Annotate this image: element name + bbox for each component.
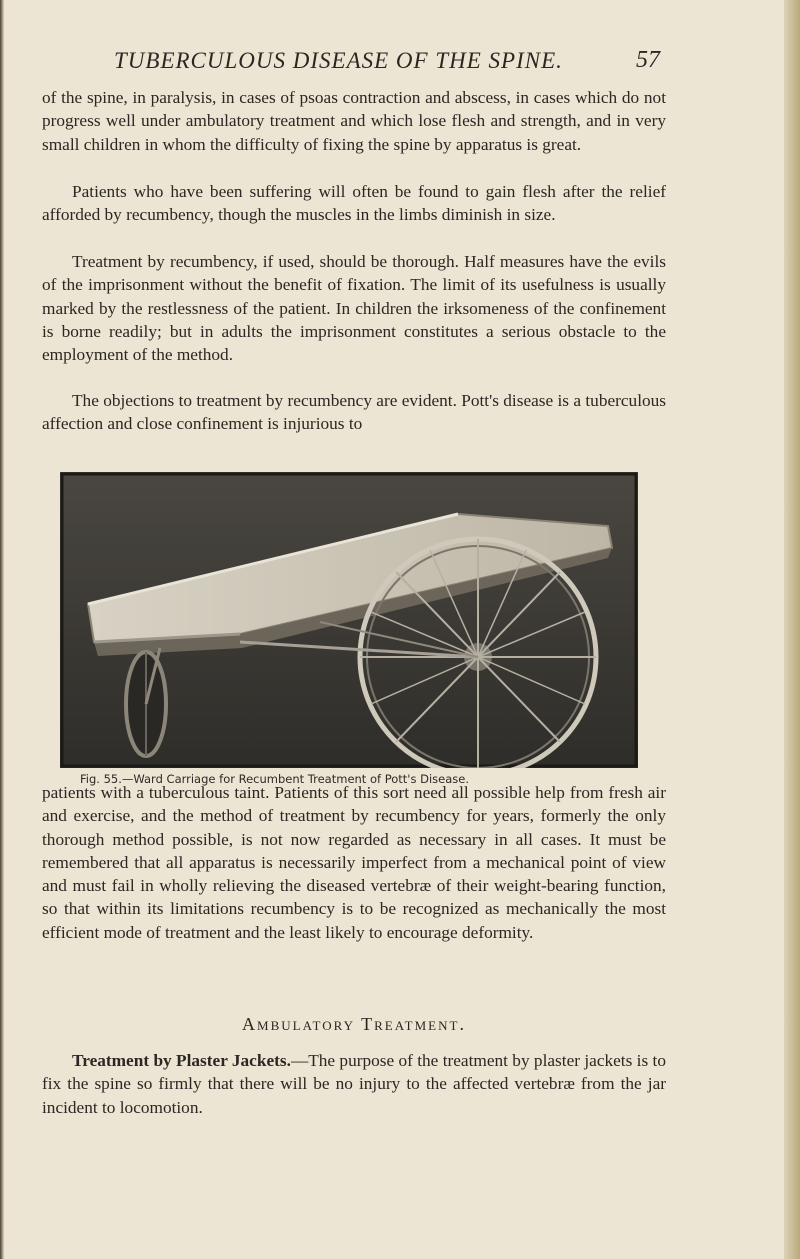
section-heading: Ambulatory Treatment. [242,1014,466,1034]
ward-carriage-illustration [60,472,638,768]
figure-caption: Fig. 55.—Ward Carriage for Recumbent Treatment of Pott's Disease. [80,772,469,786]
paragraph-plaster-jackets-text: —The purpose of the treatment by plaster jackets is to fix the spine so firmly that there will be no injury to the affected vertebræ from the jar incident to locomotion. [42,1051,666,1117]
paragraph-2: Patients who have been suffering will often be found to gain flesh after the relief afforded by recumbency, though the muscles in the limbs diminish in size. [42,182,666,225]
paragraph-3: Treatment by recumbency, if used, should be thorough. Half measures have the evils of the imprisonment without the benefit of fixation. The limit of its usefulness is usually marked by the restlessness of the patient. In children the irksomeness of the confinement is borne readily; but in adults the imprisonment constitutes a serious obstacle to the employment of the method. [42,252,666,365]
paragraph-1: of the spine, in paralysis, in cases of psoas contraction and abscess, in cases which do not progress well under ambulatory treatment and which lose flesh and strength, and in very small children in whom the difficulty of fixing the spine by apparatus is great. [42,88,666,154]
page-binding-edge [0,0,4,1259]
paragraph-4: The objections to treatment by recumbency are evident. Pott's disease is a tuberculous affection and close confinement is injurious to [42,391,666,434]
running-head: TUBERCULOUS DISEASE OF THE SPINE. [114,48,563,73]
paragraph-plaster-jackets [42,1049,666,1119]
page-number: 57 [636,47,660,73]
run-in-heading: Treatment by Plaster Jackets. [72,1051,291,1070]
paragraph-5: patients with a tuberculous taint. Patients of this sort need all possible help from fresh air and exercise, and the method of treatment by recumbency for years, formerly the only thorough method possible, is not now regarded as necessary in all cases. It must be remembered that all apparatus is necessarily imperfect from a mechanical point of view and must fail in wholly relieving the diseased vertebræ of their weight-bearing function, so that within its limitations recumbency is to be recognized as mechanically the most efficient mode of treatment and the least likely to encourage deformity. [42,783,666,942]
figure-ward-carriage-photo [60,472,638,768]
page-fore-edge [784,0,800,1259]
